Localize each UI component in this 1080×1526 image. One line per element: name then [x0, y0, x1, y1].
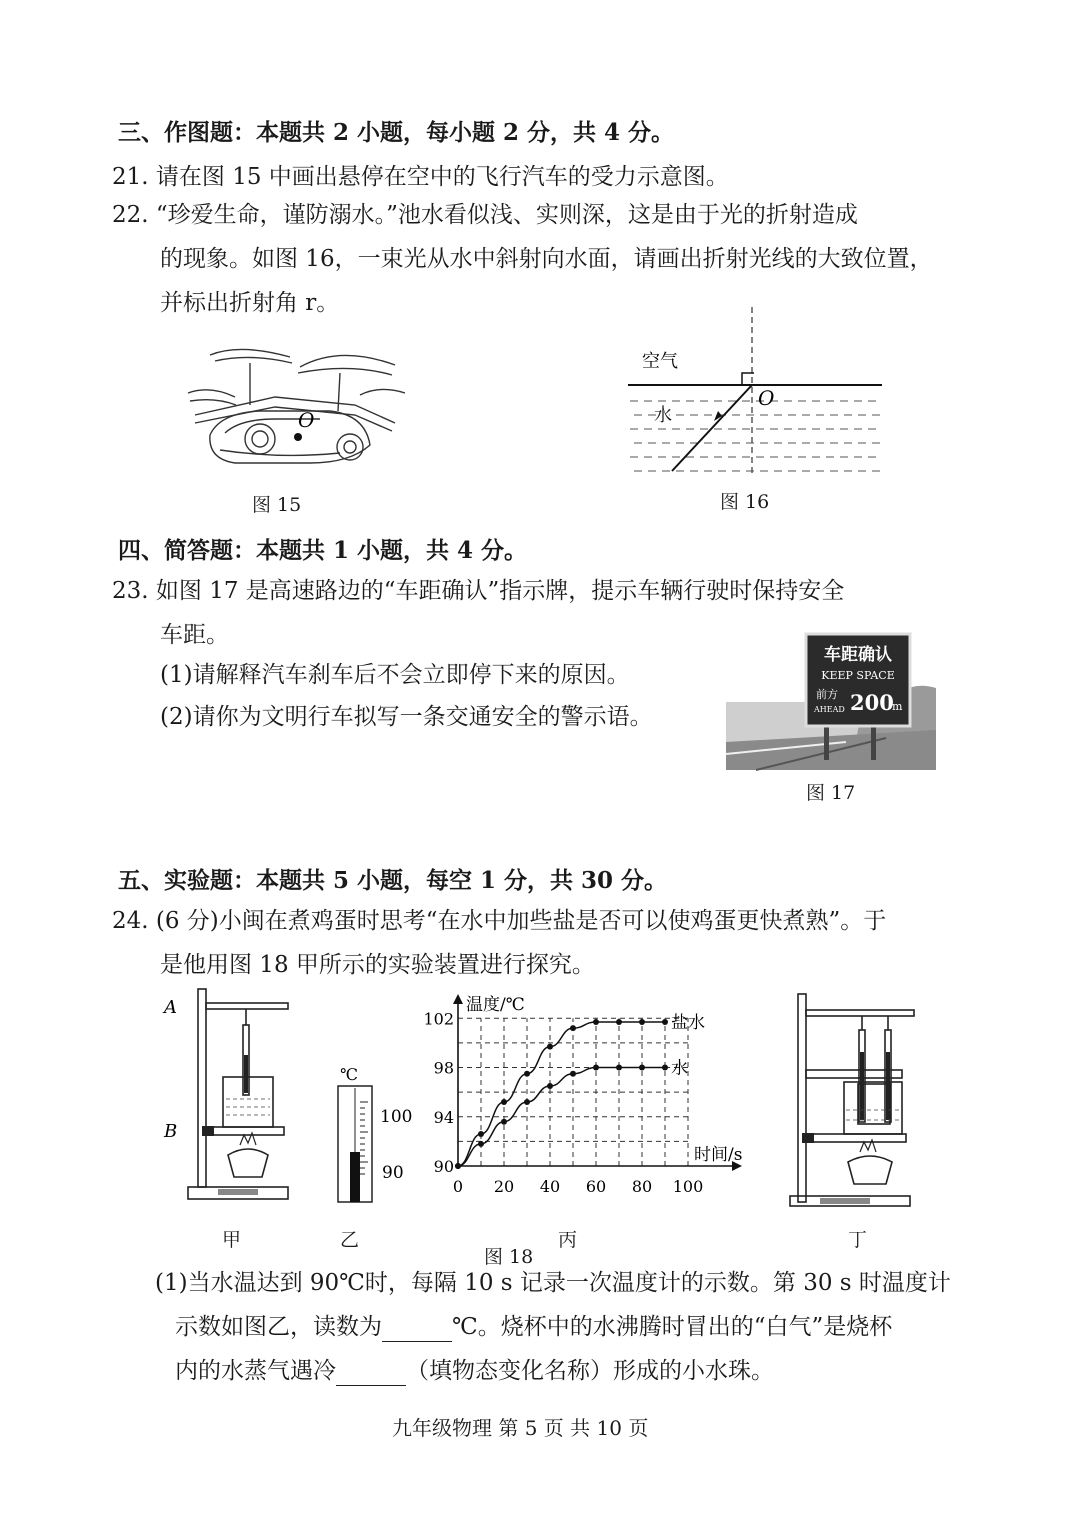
chart-point: [570, 1071, 576, 1077]
chart-point: [455, 1163, 461, 1169]
q24-line3-text-b: （填物态变化名称）形成的小水珠。: [406, 1358, 774, 1384]
figure-16-caption: 图 16: [720, 491, 770, 513]
question-22-line2: 的现象。如图 16，一束光从水中斜射向水面，请画出折射光线的大致位置，: [160, 246, 933, 272]
figure-15-flying-car: [180, 335, 410, 475]
fig17-sign-cn: 前方: [816, 688, 838, 701]
fig17-sign-en: KEEP SPACE: [821, 669, 895, 682]
chart-series-label: 水: [671, 1058, 688, 1079]
question-22-line1: 22. “珍爱生命，谨防溺水。”池水看似浅、实则深，这是由于光的折射造成: [112, 202, 858, 228]
chart-point: [501, 1099, 507, 1105]
fig18-thermo-unit: ℃: [340, 1065, 358, 1084]
question-21: 21. 请在图 15 中画出悬停在空中的飞行汽车的受力示意图。: [112, 164, 729, 190]
section4-heading: 四、简答题：本题共 1 小题，共 4 分。: [118, 537, 528, 564]
figure-18-bing-chart: [423, 990, 768, 1220]
chart-point: [616, 1019, 622, 1025]
chart-y-tick-label: 98: [433, 1058, 454, 1078]
chart-point: [501, 1119, 507, 1125]
fig17-sign-unit: m: [892, 700, 903, 713]
chart-x-axis-title: 时间/s: [694, 1145, 743, 1165]
question-23-part2: (2)请你为文明行车拟写一条交通安全的警示语。: [160, 704, 653, 730]
question-23-part1: (1)请解释汽车刹车后不会立即停下来的原因。: [160, 662, 630, 688]
q24-line2-text-a: 示数如图乙，读数为: [175, 1314, 382, 1340]
fig18-ding-caption: 丁: [848, 1229, 868, 1251]
chart-point: [616, 1065, 622, 1071]
chart-point: [547, 1083, 553, 1089]
fig17-sign-ahead: AHEAD: [814, 705, 845, 714]
fig17-sign-title: 车距确认: [824, 645, 892, 665]
chart-x-tick-label: 40: [539, 1177, 561, 1196]
chart-x-tick-label: 100: [672, 1177, 704, 1196]
question-24-part1-line3: [175, 1356, 774, 1386]
fig18-label-b: B: [164, 1121, 178, 1142]
chart-x-tick-label: 0: [452, 1177, 464, 1196]
figure-18-yi-thermometer: [332, 1062, 422, 1210]
fig18-bing-caption: 丙: [558, 1229, 578, 1251]
chart-y-axis-arrow: [453, 994, 463, 1004]
section5-heading: 五、实验题：本题共 5 小题，每空 1 分，共 30 分。: [118, 867, 668, 894]
chart-series-line-salt-water: [458, 1022, 665, 1166]
chart-y-axis-title: 温度/℃: [466, 995, 525, 1015]
q24-line2-text-b: ℃。烧杯中的水沸腾时冒出的“白气”是烧杯: [452, 1314, 893, 1340]
fig18-yi-caption: 乙: [340, 1229, 360, 1251]
fig18-thermo-100: 100: [380, 1107, 413, 1127]
answer-blank-phase-change[interactable]: [336, 1363, 406, 1386]
question-24-part1-line1: (1)当水温达到 90℃时，每隔 10 s 记录一次温度计的示数。第 30 s 时温度计: [155, 1270, 951, 1296]
fig16-air-label: 空气: [642, 351, 678, 372]
figure-15-caption: 图 15: [252, 494, 302, 516]
chart-point: [639, 1019, 645, 1025]
fig16-water-label: 水: [654, 405, 672, 426]
chart-x-tick-label: 80: [631, 1177, 653, 1196]
chart-x-tick-label: 60: [585, 1177, 607, 1196]
chart-point: [662, 1065, 668, 1071]
question-24-line1: 24. (6 分)小闽在煮鸡蛋时思考“在水中加些盐是否可以使鸡蛋更快煮熟”。于: [112, 908, 887, 934]
chart-y-tick-label: 94: [433, 1107, 454, 1127]
chart-y-tick-label: 102: [423, 1009, 454, 1029]
fig18-jia-caption: 甲: [222, 1229, 242, 1251]
q24-line3-text-a: 内的水蒸气遇冷: [175, 1358, 336, 1384]
fig18-thermo-90: 90: [382, 1163, 404, 1183]
question-22-line3: 并标出折射角 r。: [160, 290, 340, 316]
chart-x-tick-label: 20: [493, 1177, 515, 1196]
chart-y-tick-label: 90: [433, 1157, 454, 1176]
figure-17-caption: 图 17: [806, 782, 856, 804]
section3-heading: 三、作图题：本题共 2 小题，每小题 2 分，共 4 分。: [118, 119, 675, 146]
question-24-line2: 是他用图 18 甲所示的实验装置进行探究。: [160, 952, 595, 978]
chart-point: [639, 1065, 645, 1071]
chart-series-label: 盐水: [671, 1013, 705, 1033]
figure-17-road-sign: [726, 630, 936, 770]
chart-point: [524, 1071, 530, 1077]
fig16-label-o: O: [758, 386, 775, 410]
chart-point: [662, 1019, 668, 1025]
figure-18-jia-apparatus: [158, 985, 298, 1205]
figure-18-caption: 图 18: [484, 1246, 534, 1268]
fig15-label-o: O: [298, 408, 315, 432]
figure-16-refraction: [620, 305, 890, 485]
chart-point: [593, 1019, 599, 1025]
chart-point: [570, 1025, 576, 1031]
fig18-label-a: A: [164, 997, 177, 1018]
chart-point: [478, 1131, 484, 1137]
figure-18-ding-apparatus: [780, 990, 920, 1210]
page-footer: 九年级物理 第 5 页 共 10 页: [392, 1416, 649, 1440]
question-23-line1: 23. 如图 17 是高速路边的“车距确认”指示牌，提示车辆行驶时保持安全: [112, 578, 845, 604]
answer-blank-temperature[interactable]: [382, 1319, 452, 1342]
chart-point: [547, 1044, 553, 1050]
fig17-sign-dist: 200: [850, 690, 894, 715]
question-24-part1-line2: [175, 1312, 892, 1342]
chart-point: [524, 1099, 530, 1105]
chart-point: [478, 1141, 484, 1147]
question-23-line2: 车距。: [160, 622, 229, 648]
chart-point: [593, 1065, 599, 1071]
